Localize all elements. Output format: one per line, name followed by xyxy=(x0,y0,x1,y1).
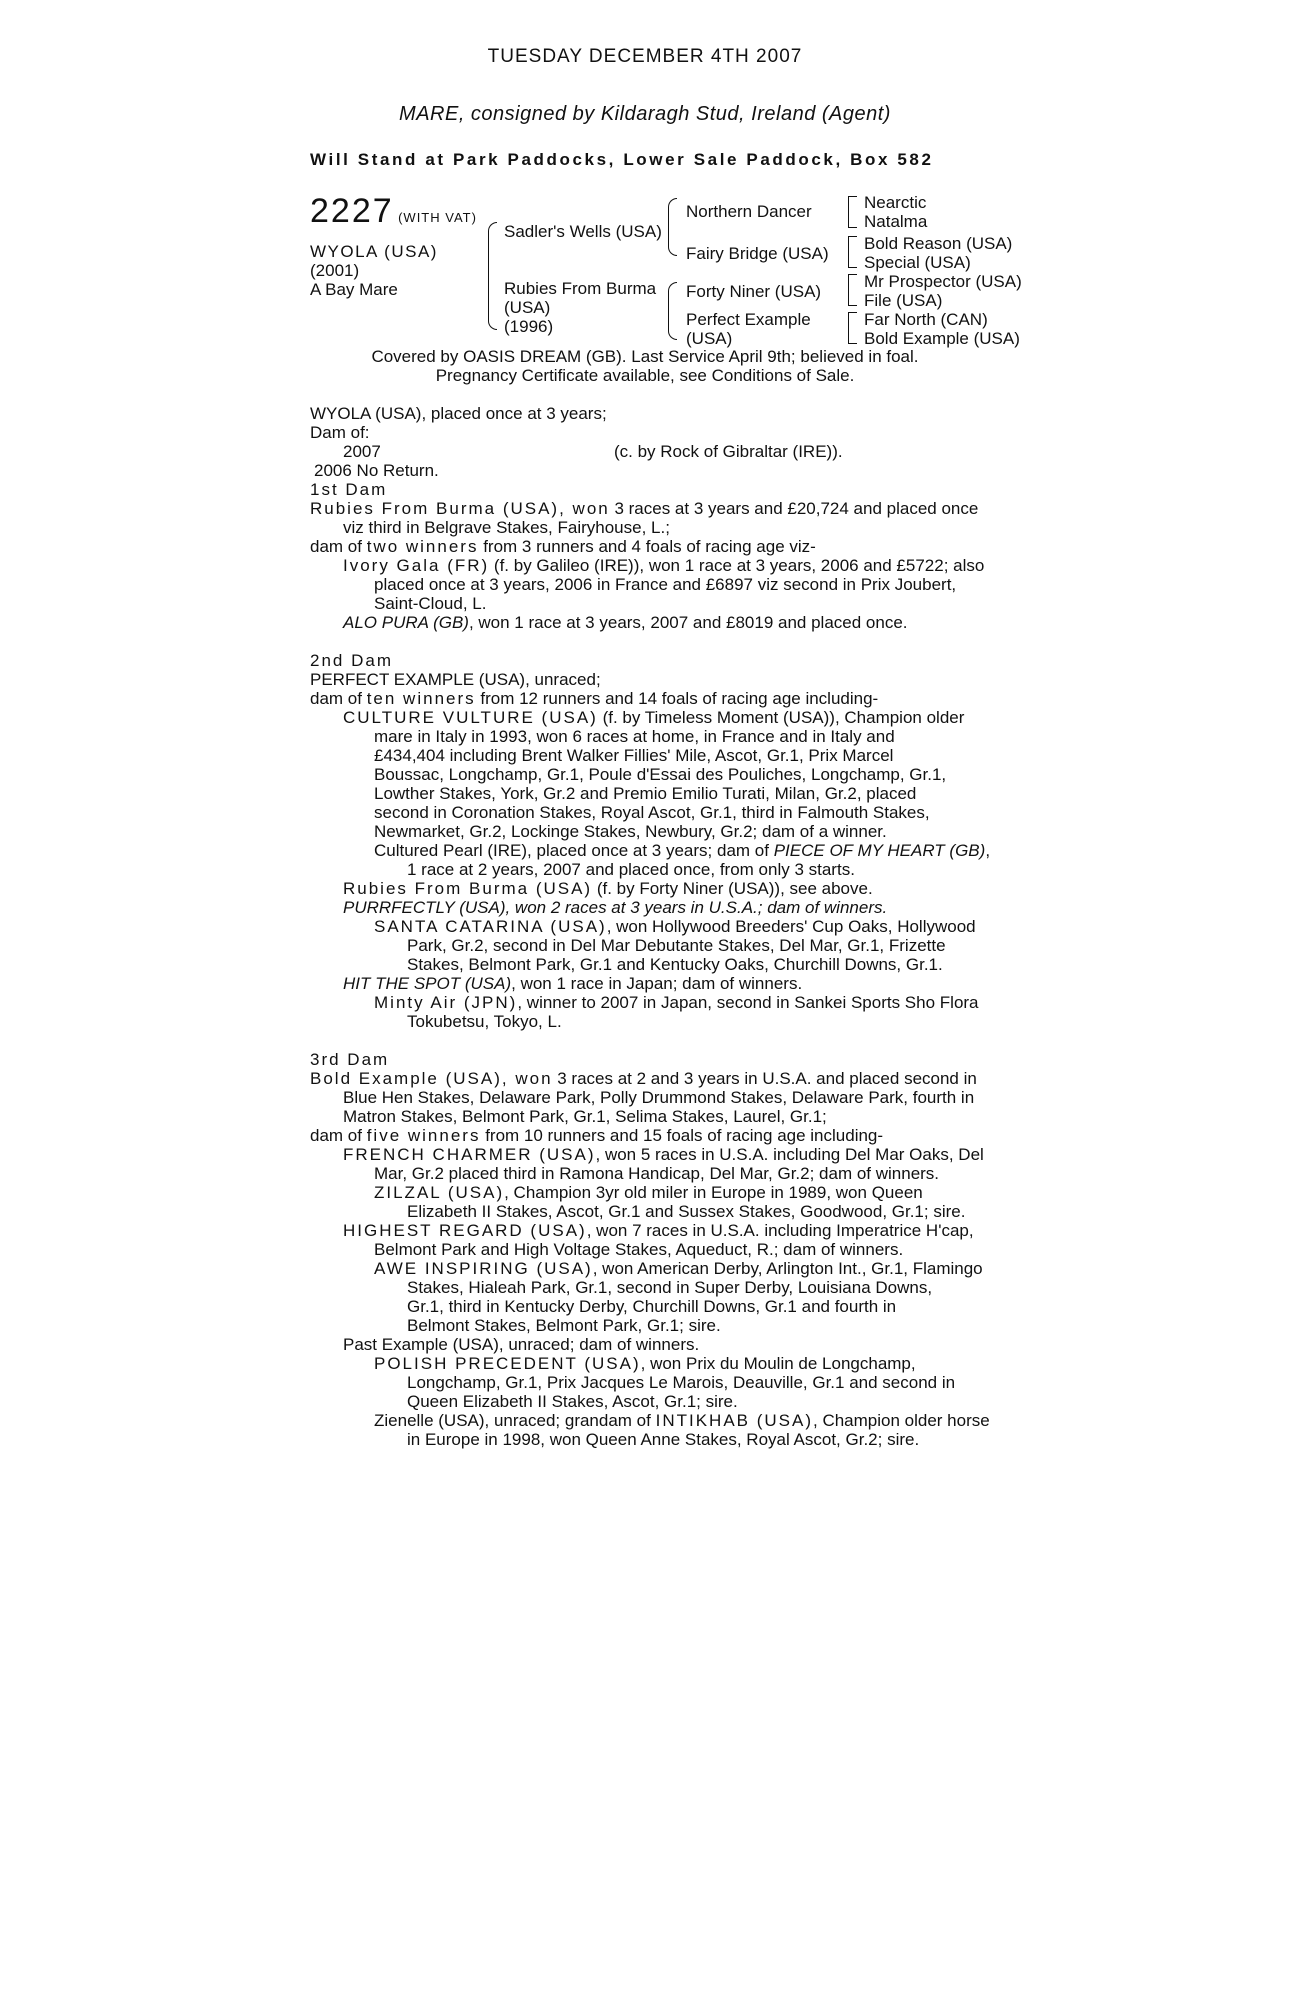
pedigree-brace xyxy=(848,274,857,306)
text-line: FRENCH CHARMER (USA), won 5 races in U.S.A. including Del Mar Oaks, Del xyxy=(343,1145,984,1164)
pregnancy-note: Pregnancy Certificate available, see Conditions of Sale. xyxy=(435,366,855,385)
text-line: Gr.1, third in Kentucky Derby, Churchill Downs, Gr.1 and fourth in xyxy=(407,1297,897,1316)
text-line: Rubies From Burma (USA), won 3 races at 3 years and £20,724 and placed once xyxy=(310,499,979,518)
section-heading: 1st Dam xyxy=(310,480,388,499)
horse-year: (2001) xyxy=(310,261,360,280)
intro-placed: WYOLA (USA), placed once at 3 years; xyxy=(310,404,607,423)
text-line: Lowther Stakes, York, Gr.2 and Premio Emilio Turati, Milan, Gr.2, placed xyxy=(374,784,917,803)
text-line: ZILZAL (USA), Champion 3yr old miler in Europe in 1989, won Queen xyxy=(374,1183,923,1202)
text-line: £434,404 including Brent Walker Fillies' Mile, Ascot, Gr.1, Prix Marcel xyxy=(374,746,894,765)
text-line: dam of ten winners from 12 runners and 14 foals of racing age including- xyxy=(310,689,879,708)
text-line: POLISH PRECEDENT (USA), won Prix du Moulin de Longchamp, xyxy=(374,1354,916,1373)
text-line: PERFECT EXAMPLE (USA), unraced; xyxy=(310,670,601,689)
pedigree-dds: Far North (CAN) xyxy=(864,310,988,329)
text-line: Queen Elizabeth II Stakes, Ascot, Gr.1; sire. xyxy=(407,1392,738,1411)
pedigree-dsd: File (USA) xyxy=(864,291,943,310)
text-line: Elizabeth II Stakes, Ascot, Gr.1 and Sussex Stakes, Goodwood, Gr.1; sire. xyxy=(407,1202,966,1221)
produce-year: 2007 xyxy=(343,442,381,461)
text-line: Bold Example (USA), won 3 races at 2 and 3 years in U.S.A. and placed second in xyxy=(310,1069,977,1088)
text-line: HIT THE SPOT (USA), won 1 race in Japan; dam of winners. xyxy=(343,974,803,993)
text-line: Minty Air (JPN), winner to 2007 in Japan, second in Sankei Sports Sho Flora xyxy=(374,993,979,1012)
text-line: Cultured Pearl (IRE), placed once at 3 years; dam of PIECE OF MY HEART (GB), xyxy=(374,841,991,860)
text-line: ALO PURA (GB), won 1 race at 3 years, 2007 and £8019 and placed once. xyxy=(343,613,908,632)
text-line: Matron Stakes, Belmont Park, Gr.1, Selima Stakes, Laurel, Gr.1; xyxy=(343,1107,827,1126)
pedigree-dam-dam-line1: Perfect Example xyxy=(686,310,811,329)
text-line: HIGHEST REGARD (USA), won 7 races in U.S.A. including Imperatrice H'cap, xyxy=(343,1221,974,1240)
sale-date: TUESDAY DECEMBER 4TH 2007 xyxy=(487,46,803,67)
text-line: Belmont Stakes, Belmont Park, Gr.1; sire. xyxy=(407,1316,721,1335)
pedigree-brace xyxy=(668,282,677,340)
vat-note: (WITH VAT) xyxy=(398,210,477,225)
text-line: Boussac, Longchamp, Gr.1, Poule d'Essai des Pouliches, Longchamp, Gr.1, xyxy=(374,765,947,784)
pedigree-dam-line1: Rubies From Burma xyxy=(504,279,657,298)
horse-name: WYOLA (USA) xyxy=(310,242,438,261)
pedigree-dam-line2: (USA) xyxy=(504,298,551,317)
pedigree-brace xyxy=(848,236,857,268)
catalogue-body xyxy=(310,404,1010,1454)
section-heading: 3rd Dam xyxy=(310,1050,390,1069)
pedigree-brace xyxy=(668,198,677,256)
text-line: mare in Italy in 1993, won 6 races at home, in France and in Italy and xyxy=(374,727,895,746)
stand-location: Will Stand at Park Paddocks, Lower Sale Paddock, Box 582 xyxy=(310,150,934,169)
text-line: placed once at 3 years, 2006 in France and £6897 viz second in Prix Joubert, xyxy=(374,575,957,594)
pedigree-dam-line3: (1996) xyxy=(504,317,554,336)
text-line: CULTURE VULTURE (USA) (f. by Timeless Moment (USA)), Champion older xyxy=(343,708,965,727)
pedigree-sire: Sadler's Wells (USA) xyxy=(504,222,662,241)
text-line: 1 race at 2 years, 2007 and placed once, from only 3 starts. xyxy=(407,860,855,879)
text-line: second in Coronation Stakes, Royal Ascot, Gr.1, third in Falmouth Stakes, xyxy=(374,803,930,822)
text-line: PURRFECTLY (USA), won 2 races at 3 years in U.S.A.; dam of winners. xyxy=(343,898,888,917)
produce-year: 2006 No Return. xyxy=(314,461,439,480)
pedigree-sss: Nearctic xyxy=(864,193,927,212)
pedigree-sire-sire: Northern Dancer xyxy=(686,202,812,221)
covered-line: Covered by OASIS DREAM (GB). Last Service April 9th; believed in foal. xyxy=(371,347,919,366)
pedigree-dam-dam-line2: (USA) xyxy=(686,329,733,348)
text-line: dam of two winners from 3 runners and 4 foals of racing age viz- xyxy=(310,537,816,556)
text-line: Mar, Gr.2 placed third in Ramona Handicap, Del Mar, Gr.2; dam of winners. xyxy=(374,1164,940,1183)
text-line: Park, Gr.2, second in Del Mar Debutante Stakes, Del Mar, Gr.1, Frizette xyxy=(407,936,946,955)
text-line: Ivory Gala (FR) (f. by Galileo (IRE)), won 1 race at 3 years, 2006 and £5722; also xyxy=(343,556,985,575)
text-line: Zienelle (USA), unraced; grandam of INTIKHAB (USA), Champion older horse xyxy=(374,1411,990,1430)
pedigree-dss: Mr Prospector (USA) xyxy=(864,272,1022,291)
text-line: Past Example (USA), unraced; dam of winners. xyxy=(343,1335,700,1354)
text-line: Stakes, Hialeah Park, Gr.1, second in Super Derby, Louisiana Downs, xyxy=(407,1278,933,1297)
text-line: viz third in Belgrave Stakes, Fairyhouse, L.; xyxy=(343,518,670,537)
text-line: Belmont Park and High Voltage Stakes, Aqueduct, R.; dam of winners. xyxy=(374,1240,904,1259)
text-line: Newmarket, Gr.2, Lockinge Stakes, Newbury, Gr.2; dam of a winner. xyxy=(374,822,887,841)
text-line: Saint-Cloud, L. xyxy=(374,594,487,613)
text-line: in Europe in 1998, won Queen Anne Stakes, Royal Ascot, Gr.2; sire. xyxy=(407,1430,920,1449)
section-heading: 2nd Dam xyxy=(310,651,393,670)
produce-detail: (c. by Rock of Gibraltar (IRE)). xyxy=(614,442,843,461)
pedigree-sire-dam: Fairy Bridge (USA) xyxy=(686,244,829,263)
text-line: Blue Hen Stakes, Delaware Park, Polly Drummond Stakes, Delaware Park, fourth in xyxy=(343,1088,975,1107)
pedigree-brace xyxy=(848,196,857,228)
pedigree-ddd: Bold Example (USA) xyxy=(864,329,1020,348)
pedigree-dam-sire: Forty Niner (USA) xyxy=(686,282,822,301)
text-line: Tokubetsu, Tokyo, L. xyxy=(407,1012,562,1031)
intro-dam-of: Dam of: xyxy=(310,423,370,442)
text-line: Rubies From Burma (USA) (f. by Forty Niner (USA)), see above. xyxy=(343,879,873,898)
pedigree-ssd: Natalma xyxy=(864,212,928,231)
consignor-line: MARE, consigned by Kildaragh Stud, Ireland (Agent) xyxy=(399,103,891,125)
pedigree-sds: Bold Reason (USA) xyxy=(864,234,1013,253)
lot-number-block xyxy=(310,192,477,231)
pedigree-brace xyxy=(848,312,857,344)
text-line: dam of five winners from 10 runners and 15 foals of racing age including- xyxy=(310,1126,884,1145)
horse-desc: A Bay Mare xyxy=(310,280,398,299)
pedigree-brace xyxy=(488,222,497,330)
text-line: AWE INSPIRING (USA), won American Derby, Arlington Int., Gr.1, Flamingo xyxy=(374,1259,983,1278)
text-line: SANTA CATARINA (USA), won Hollywood Breeders' Cup Oaks, Hollywood xyxy=(374,917,976,936)
text-line: Stakes, Belmont Park, Gr.1 and Kentucky Oaks, Churchill Downs, Gr.1. xyxy=(407,955,943,974)
pedigree-sdd: Special (USA) xyxy=(864,253,971,272)
lot-number: 2227 xyxy=(310,192,394,230)
text-line: Longchamp, Gr.1, Prix Jacques Le Marois, Deauville, Gr.1 and second in xyxy=(407,1373,956,1392)
